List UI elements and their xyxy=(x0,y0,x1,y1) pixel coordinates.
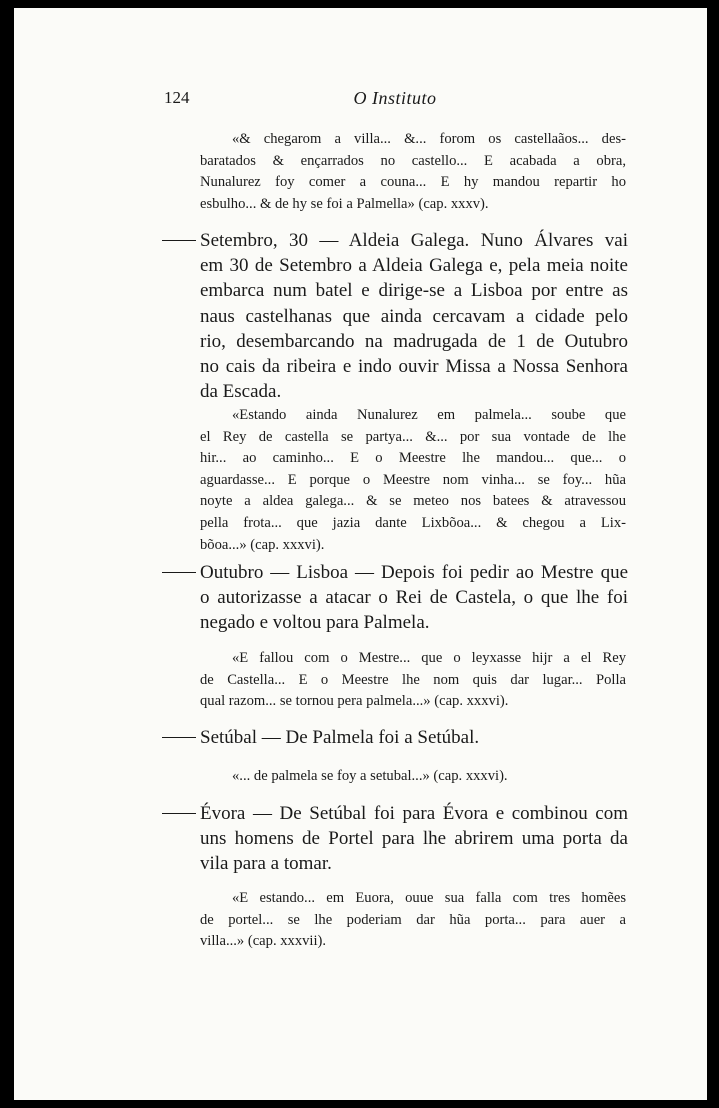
quote-line: aguardasse... E porque o Meestre nom vinha... se foy... hũa xyxy=(200,471,626,488)
entry-line: da Escada. xyxy=(200,381,282,403)
entry-line: rio, desembarcando na madrugada de 1 de Outubro xyxy=(200,330,628,352)
em-dash-rule xyxy=(162,240,196,241)
em-dash-rule xyxy=(162,813,196,814)
entry-setembro-aldeia-galega xyxy=(200,228,628,404)
quote-chronicle-cap-xxxv xyxy=(200,129,626,215)
quote-line: qual razom... se tornou pera palmela...» (cap. xxxvi). xyxy=(200,693,509,710)
entry-line: Setembro, 30 — Aldeia Galega. Nuno Álvares vai xyxy=(200,230,628,251)
quote-line: noyte a aldea galega... & se meteo nos batees & atravessou xyxy=(200,493,626,510)
quote-line: baratados & ençarrados no castello... E acabada a obra, xyxy=(200,152,626,169)
entry-line: Évora — De Setúbal foi para Évora e combinou com xyxy=(200,803,628,824)
quote-chronicle-cap-xxxvii xyxy=(200,888,626,953)
quote-line: de portel... se lhe poderiam dar hũa porta... para auer a xyxy=(200,911,626,928)
quote-line: de Castella... E o Meestre lhe nom quis dar lugar... Polla xyxy=(200,671,626,688)
entry-line: em 30 de Setembro a Aldeia Galega e, pela meia noite xyxy=(200,255,628,277)
quote-line: villa...» (cap. xxxvii). xyxy=(200,933,327,950)
entry-setubal xyxy=(200,725,628,750)
quote-line: Nunalurez foy comer a couna... E hy mandou repartir ho xyxy=(200,174,626,191)
running-title: O Instituto xyxy=(353,88,437,108)
quote-line: bõoa...» (cap. xxxvi). xyxy=(200,536,325,553)
quote-chronicle-cap-xxxvi-c xyxy=(200,766,626,788)
quote-line: esbulho... & de hy se foi a Palmella» (cap. xxxv). xyxy=(200,195,489,212)
page-number: 124 xyxy=(164,88,190,107)
quote-line: «Estando ainda Nunalurez em palmela... soube que xyxy=(232,407,626,423)
entry-evora xyxy=(200,801,628,877)
em-dash-rule xyxy=(162,737,196,738)
entry-line: Setúbal — De Palmela foi a Setúbal. xyxy=(200,727,480,748)
entry-outubro-lisboa xyxy=(200,560,628,636)
quote-chronicle-cap-xxxvi-b xyxy=(200,648,626,713)
page-header xyxy=(164,88,626,112)
entry-line: vila para a tomar. xyxy=(200,853,332,875)
entry-line: no cais da ribeira e indo ouvir Missa a Nossa Senhora xyxy=(200,356,628,378)
em-dash-rule xyxy=(162,572,196,573)
quote-chronicle-cap-xxxvi-a xyxy=(200,405,626,556)
quote-line: «... de palmela se foy a setubal...» (cap. xxxvi). xyxy=(232,768,508,784)
entry-line: naus castelhanas que ainda cercavam a cidade pelo xyxy=(200,305,628,327)
quote-line: «E estando... em Euora, ouue sua falla com tres homẽes xyxy=(232,890,626,906)
entry-line: embarca num batel e dirige-se a Lisboa por entre as xyxy=(200,280,628,302)
quote-line: pella frota... que jazia dante Lixbõoa... & chegou a Lix- xyxy=(200,514,626,531)
entry-line: uns homens de Portel para lhe abrirem uma porta da xyxy=(200,828,628,850)
entry-line: o autorizasse a atacar o Rei de Castela, o que lhe foi xyxy=(200,587,628,609)
quote-line: hir... ao caminho... E o Meestre lhe mandou... que... o xyxy=(200,450,626,467)
quote-line: el Rey de castella se partya... &... por sua vontade de lhe xyxy=(200,428,626,445)
quote-line: «& chegarom a villa... &... forom os castellaãos... des- xyxy=(232,131,626,147)
quote-line: «E fallou com o Mestre... que o leyxasse hijr a el Rey xyxy=(232,650,626,666)
entry-line: negado e voltou para Palmela. xyxy=(200,612,430,634)
entry-line: Outubro — Lisboa — Depois foi pedir ao Mestre que xyxy=(200,562,628,583)
